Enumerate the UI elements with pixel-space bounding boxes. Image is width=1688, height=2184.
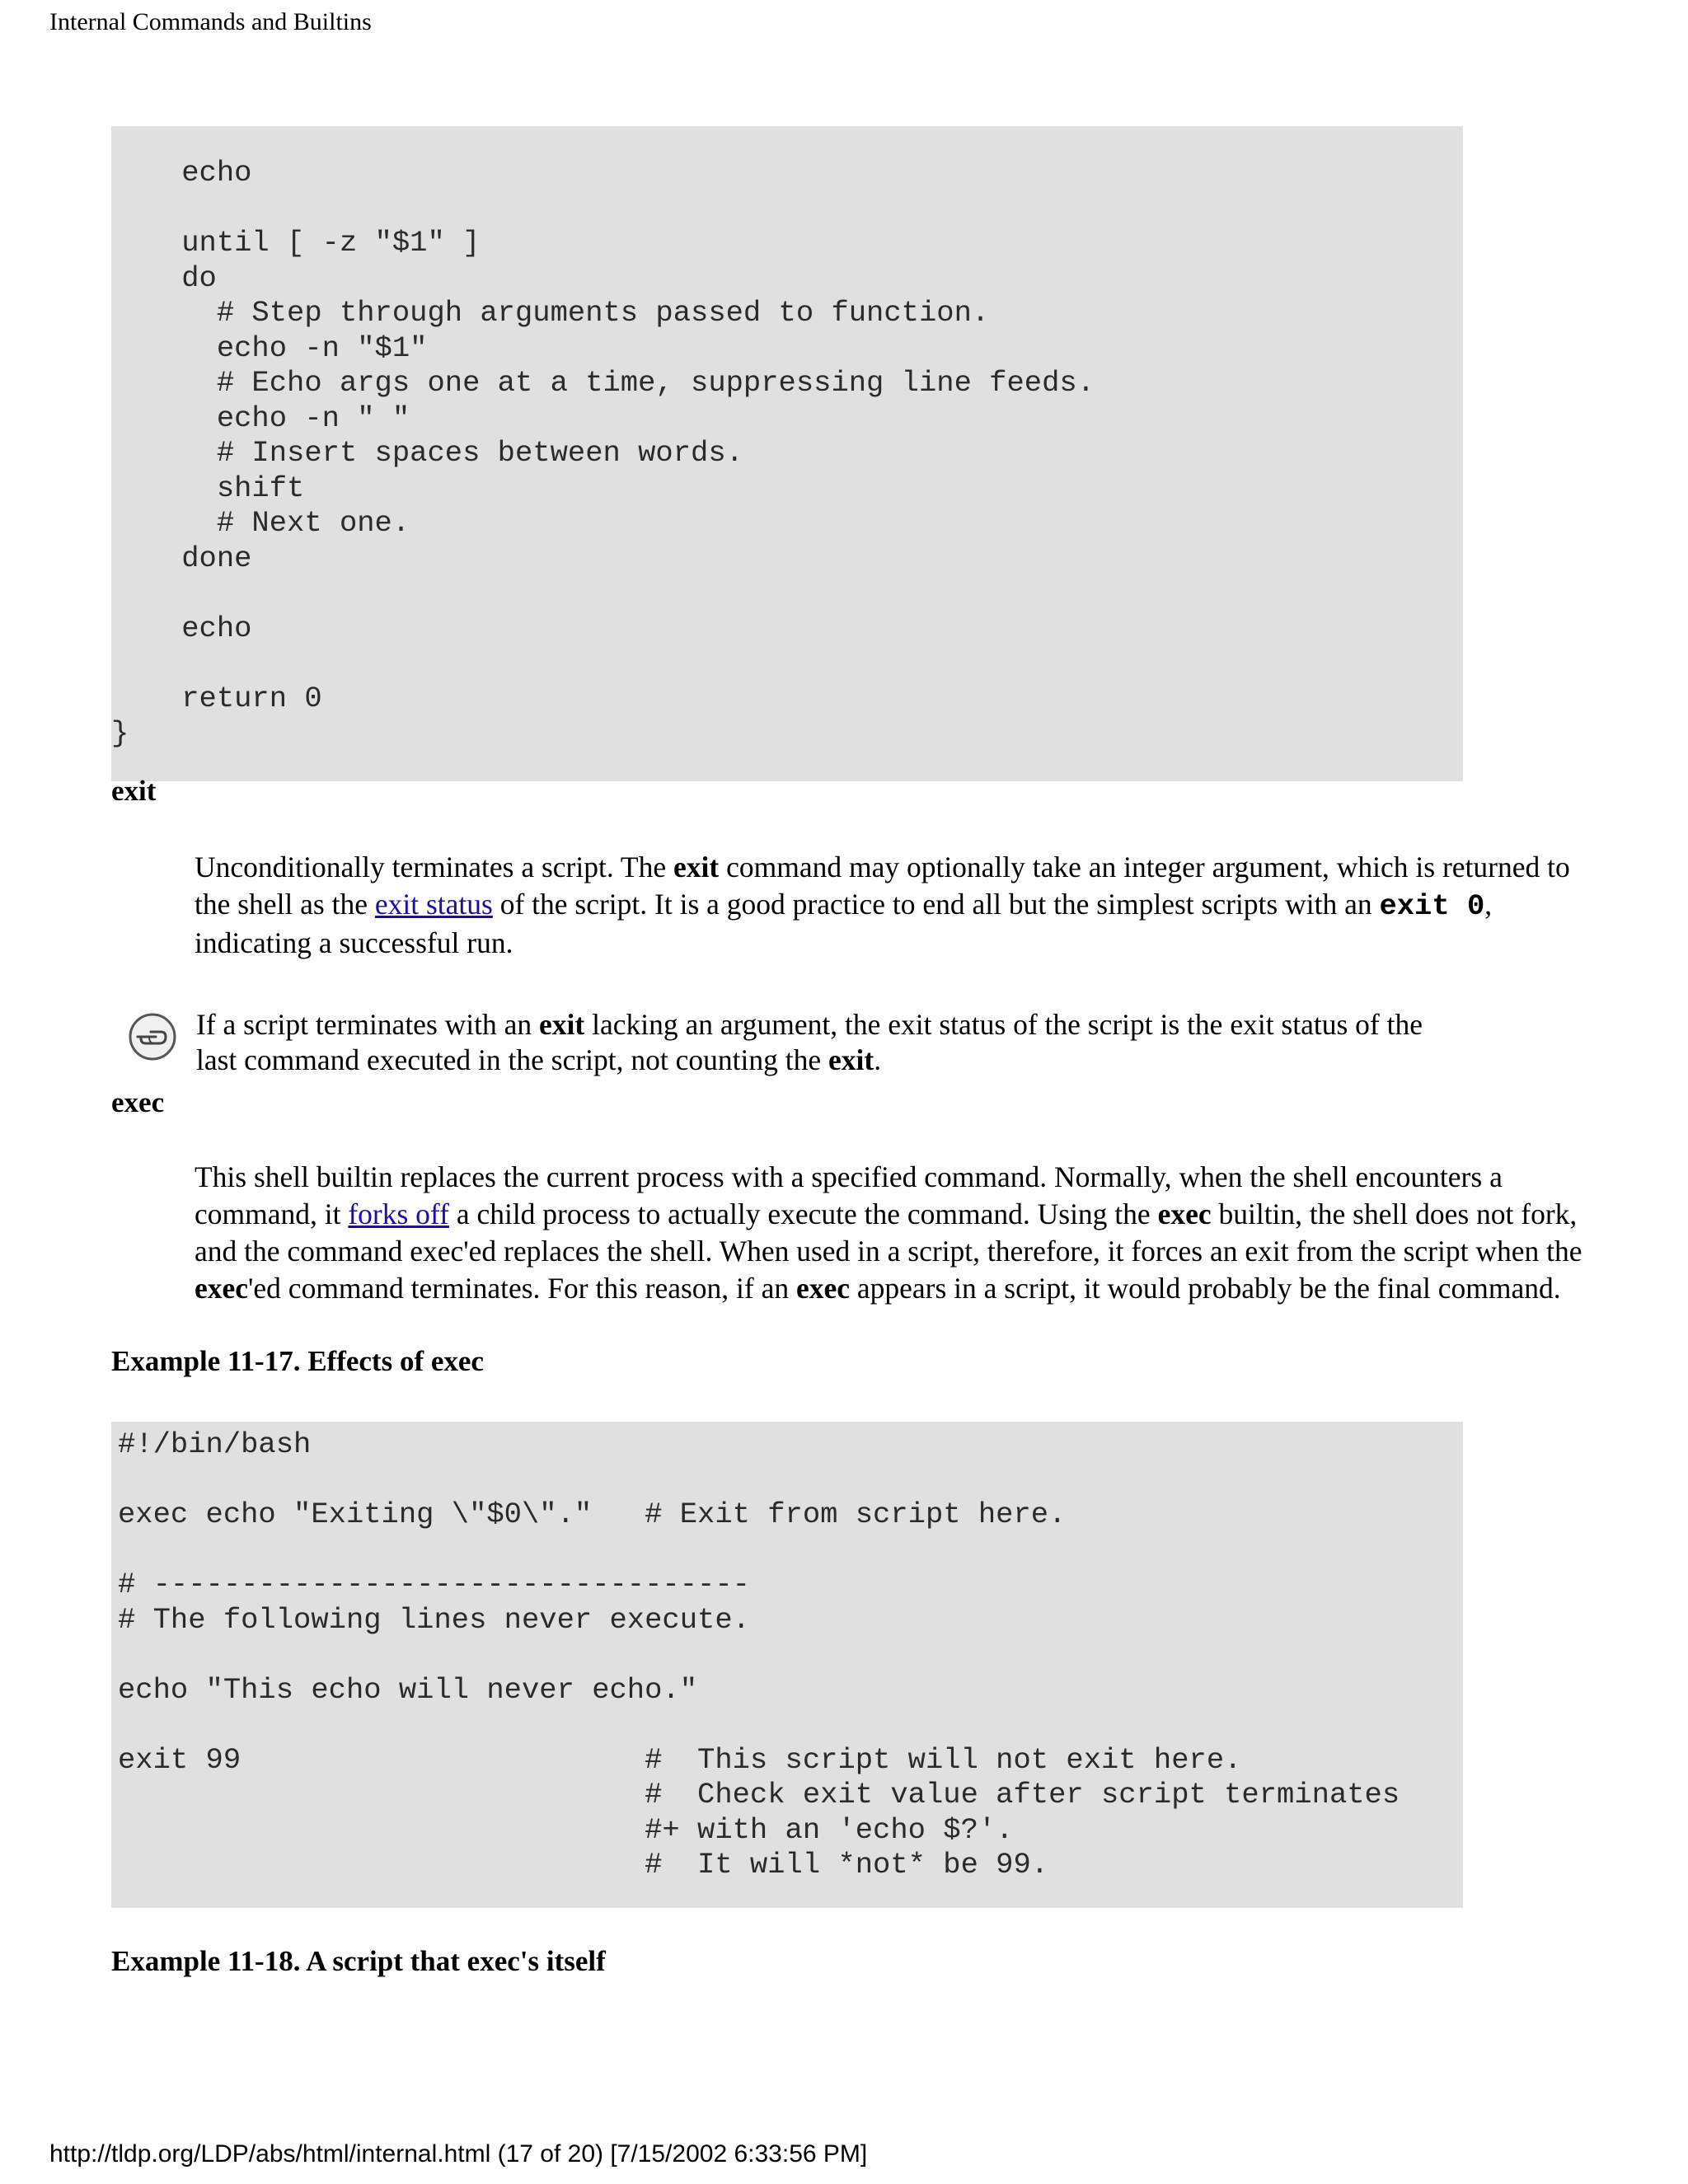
- exit-status-link[interactable]: exit status: [374, 888, 493, 921]
- code-line: # The following lines never execute.: [118, 1602, 750, 1637]
- code-line: # Insert spaces between words.: [111, 436, 743, 470]
- exec-description: This shell builtin replaces the current process with a specified command. Normally, when the shell encounters a command, it forks off a child process to actually execute the command. Using the exec builtin, the shell does not fork, and the command exec'ed replaces the shell. When used in a script, therefore, it forces an exit from the script when the exec'ed command terminates. For this reason, if an exec appears in a script, it would probably be the final command.: [195, 1160, 1582, 1305]
- code-line: do: [111, 260, 217, 295]
- page-footer-url: http://tldp.org/LDP/abs/html/internal.html (17 of 20) [7/15/2002 6:33:56 PM]: [49, 2140, 868, 2168]
- code-line: # It will *not* be 99.: [118, 1848, 1049, 1882]
- term-exit: exit: [111, 775, 157, 807]
- code-line: shift: [111, 471, 305, 505]
- forks-off-link[interactable]: forks off: [348, 1197, 449, 1230]
- pointing-hand-icon: [128, 1012, 177, 1062]
- code-line: until [ -z "$1" ]: [111, 226, 481, 260]
- code-line: # Next one.: [111, 506, 410, 540]
- code-block-exec-example: [111, 1422, 1463, 1908]
- exit-description: Unconditionally terminates a script. The exit command may optionally take an integer argument, which is returned to the shell as the exit status of the script. It is a good practice to end all but the simplest scripts with an exit 0, indicating a successful run.: [195, 851, 1570, 959]
- code-line: done: [111, 541, 252, 575]
- keyword-exit: exit: [673, 851, 720, 883]
- code-line: return 0: [111, 681, 322, 715]
- code-line: }: [111, 716, 129, 750]
- code-line: # Echo args one at a time, suppressing line feeds.: [111, 366, 1095, 400]
- code-line: exec echo "Exiting \"$0\"." # Exit from script here.: [118, 1497, 1067, 1531]
- code-line: echo: [111, 156, 252, 190]
- example-11-18-title: Example 11-18. A script that exec's itself: [111, 1945, 606, 1977]
- note-exit-status: If a script terminates with an exit lacking an argument, the exit status of the script is the exit status of the last command executed in the script, not counting the exit.: [196, 1008, 1423, 1076]
- code-line: #!/bin/bash: [118, 1427, 312, 1461]
- code-line: echo "This echo will never echo.": [118, 1672, 698, 1707]
- code-exit-0: exit 0: [1379, 889, 1485, 923]
- code-line: # ----------------------------------: [118, 1568, 750, 1601]
- code-line: exit 99 # This script will not exit here.: [118, 1742, 1242, 1777]
- term-exec: exec: [111, 1086, 165, 1118]
- code-line: # Step through arguments passed to function.: [111, 296, 990, 330]
- code-line: echo -n " ": [111, 401, 410, 435]
- code-block-function-end: [111, 126, 1463, 781]
- example-11-17-title: Example 11-17. Effects of exec: [111, 1345, 484, 1377]
- code-line: #+ with an 'echo $?'.: [118, 1812, 1014, 1847]
- code-line: # Check exit value after script terminates: [118, 1778, 1400, 1811]
- code-line: echo: [111, 611, 252, 645]
- page-header: Internal Commands and Builtins: [49, 8, 372, 35]
- code-line: echo -n "$1": [111, 330, 428, 365]
